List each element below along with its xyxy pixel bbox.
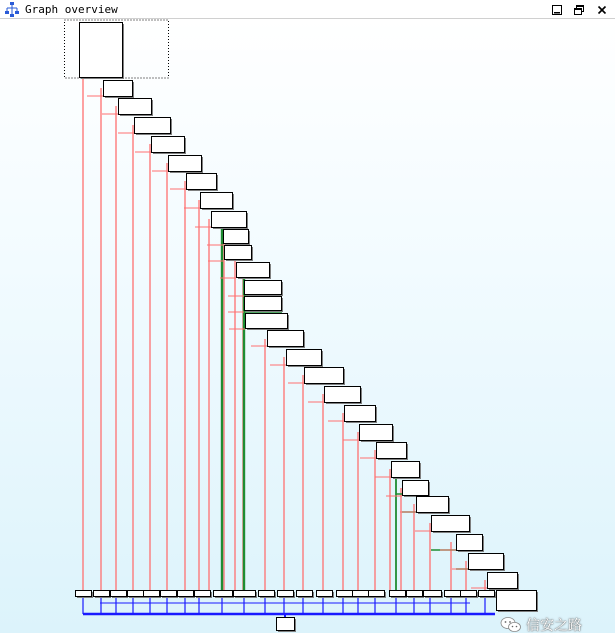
basic-block-node — [201, 193, 233, 209]
entry-node — [80, 23, 123, 78]
merge-node — [111, 591, 127, 597]
close-icon — [596, 4, 608, 16]
basic-block-node — [212, 212, 247, 228]
basic-block-node — [305, 368, 344, 384]
basic-block-node — [403, 481, 429, 496]
title-bar[interactable] — [0, 0, 615, 19]
basic-block-node — [457, 535, 483, 551]
basic-block-node — [392, 462, 420, 478]
basic-block-node — [417, 497, 449, 513]
basic-block-node — [152, 137, 185, 153]
basic-block-node — [488, 573, 518, 589]
control-flow-graph[interactable] — [0, 19, 615, 633]
restore-icon — [573, 4, 585, 16]
merge-node — [369, 591, 385, 597]
merge-node — [234, 591, 256, 597]
basic-block-node — [104, 81, 133, 97]
merge-node — [407, 591, 423, 597]
minimize-button[interactable] — [549, 2, 565, 17]
merge-node — [317, 591, 333, 597]
basic-block-node — [245, 297, 282, 311]
basic-block-node — [245, 281, 282, 295]
minimize-icon — [551, 4, 563, 16]
basic-block-node — [135, 118, 171, 134]
merge-node — [178, 591, 194, 597]
merge-node — [94, 591, 110, 597]
basic-block-node — [345, 406, 376, 422]
watermark-text: 信安之路 — [526, 618, 582, 633]
close-button[interactable] — [594, 2, 610, 17]
basic-block-node — [377, 443, 407, 459]
merge-node — [297, 591, 313, 597]
merge-node — [424, 591, 442, 597]
merge-node — [195, 591, 211, 597]
return-node — [277, 618, 295, 631]
merge-node — [278, 591, 294, 597]
window-title: Graph overview — [25, 3, 118, 16]
merge-node — [144, 591, 160, 597]
basic-block-node — [225, 246, 252, 260]
basic-block-node — [360, 425, 393, 441]
basic-block-node — [432, 516, 470, 532]
merge-node — [76, 591, 92, 597]
restore-button[interactable] — [571, 2, 587, 17]
merge-node — [214, 591, 233, 597]
graph-icon — [4, 2, 20, 17]
basic-block-node — [187, 174, 217, 190]
wechat-icon — [500, 616, 522, 633]
watermark — [500, 615, 612, 633]
merge-node — [128, 591, 144, 597]
basic-block-node — [169, 156, 202, 172]
merge-node — [337, 591, 353, 597]
basic-block-node — [119, 99, 152, 115]
basic-block-node — [224, 230, 249, 244]
merge-node — [445, 591, 461, 597]
merge-node — [390, 591, 406, 597]
merge-node — [259, 591, 275, 597]
basic-block-node — [287, 350, 322, 366]
basic-block-node — [237, 263, 270, 278]
basic-block-node — [325, 387, 361, 403]
basic-block-node — [246, 314, 288, 329]
merge-node — [461, 591, 477, 597]
merge-node — [479, 591, 495, 597]
merge-node — [353, 591, 369, 597]
exit-node — [497, 591, 537, 611]
basic-block-node — [469, 554, 504, 570]
graph-canvas[interactable] — [0, 19, 615, 633]
basic-block-node — [268, 331, 304, 347]
merge-node — [161, 591, 177, 597]
